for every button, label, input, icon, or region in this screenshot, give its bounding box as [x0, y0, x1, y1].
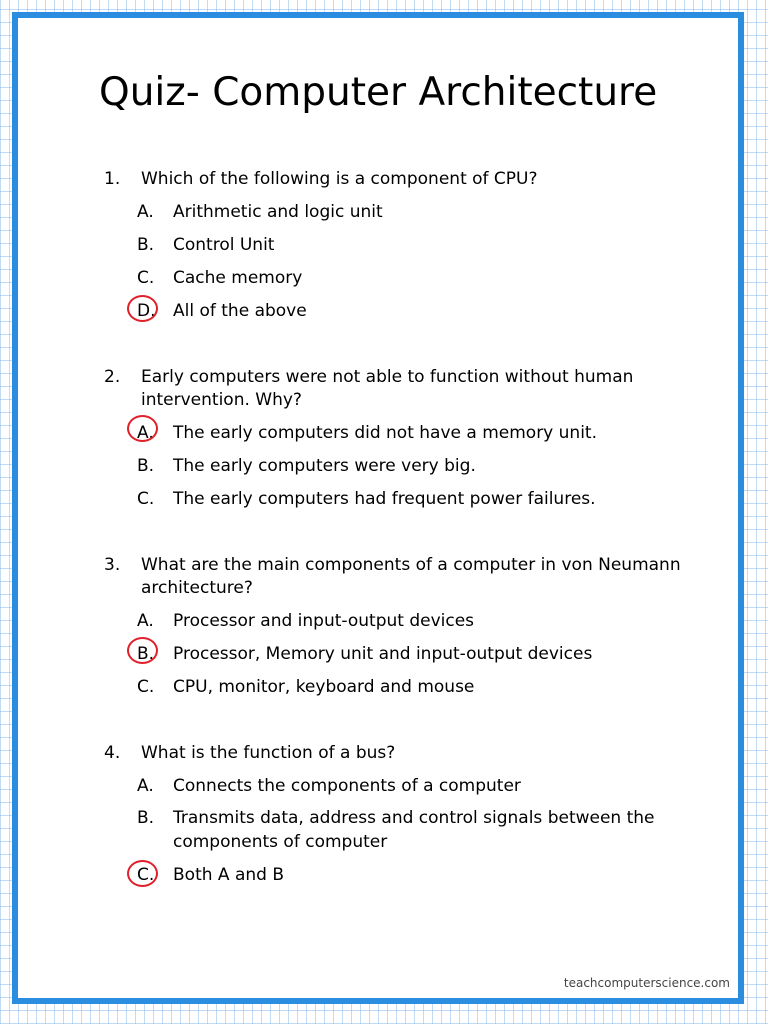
- option-text-line: components of computer: [173, 832, 388, 852]
- question-text-line: intervention. Why?: [141, 390, 302, 410]
- option-letter: A.: [137, 776, 154, 796]
- quiz-sheet: [12, 12, 744, 1004]
- question-number: 3.: [104, 555, 121, 575]
- answer-circle-mark: [127, 637, 158, 664]
- answer-circle-mark: [127, 295, 158, 322]
- answer-circle-mark: [127, 860, 158, 887]
- answer-circle-mark: [127, 415, 158, 442]
- option-letter: B.: [137, 808, 155, 828]
- option-text: Transmits data, address and control signals between the: [173, 808, 655, 828]
- option-letter: A.: [137, 423, 154, 443]
- question-number: 4.: [104, 743, 121, 763]
- option-letter: B.: [137, 644, 155, 664]
- option-letter: C.: [137, 489, 155, 509]
- option-text: Processor and input-output devices: [173, 611, 475, 631]
- question-text: Which of the following is a component of CPU?: [141, 169, 538, 189]
- option-text: Both A and B: [173, 865, 284, 885]
- option-text: Connects the components of a computer: [173, 776, 521, 796]
- option-letter: C.: [137, 677, 155, 697]
- option-letter: D.: [137, 301, 156, 321]
- page-title: Quiz- Computer Architecture: [99, 70, 658, 115]
- option-text: The early computers did not have a memory unit.: [173, 423, 597, 443]
- option-letter: C.: [137, 865, 155, 885]
- footer-website: teachcomputerscience.com: [563, 976, 730, 990]
- option-text: Control Unit: [173, 235, 275, 255]
- option-text: The early computers had frequent power failures.: [173, 489, 596, 509]
- option-text: Processor, Memory unit and input-output devices: [173, 644, 593, 664]
- question-number: 1.: [104, 169, 121, 189]
- option-letter: B.: [137, 235, 155, 255]
- option-letter: B.: [137, 456, 155, 476]
- question-text-line: architecture?: [141, 578, 253, 598]
- option-letter: A.: [137, 611, 154, 631]
- question-text: What is the function of a bus?: [141, 743, 396, 763]
- option-text: Arithmetic and logic unit: [173, 202, 383, 222]
- question-text: What are the main components of a computer in von Neumann: [141, 555, 681, 575]
- question-text: Early computers were not able to function without human: [141, 367, 634, 387]
- option-text: CPU, monitor, keyboard and mouse: [173, 677, 475, 697]
- option-letter: C.: [137, 268, 155, 288]
- option-text: Cache memory: [173, 268, 303, 288]
- question-number: 2.: [104, 367, 121, 387]
- option-text: All of the above: [173, 301, 307, 321]
- option-letter: A.: [137, 202, 154, 222]
- option-text: The early computers were very big.: [173, 456, 476, 476]
